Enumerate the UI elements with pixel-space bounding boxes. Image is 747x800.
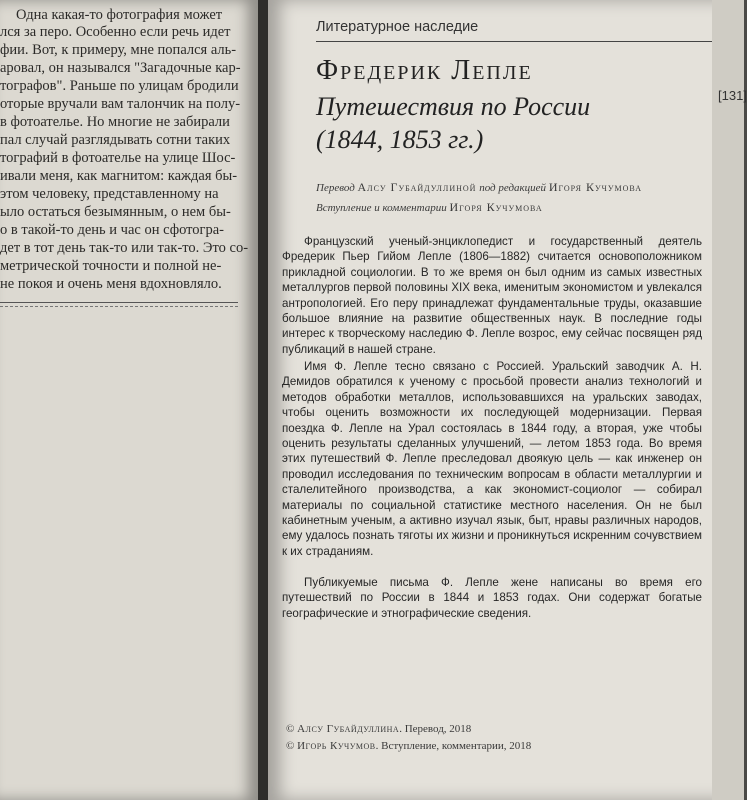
- copyright-name: Игорь Кучумов: [297, 740, 376, 752]
- copyright-text: . Вступление, комментарии, 2018: [375, 740, 532, 752]
- left-line: о в такой-то день и час он сфотогра-: [0, 222, 225, 238]
- body-paragraph: Имя Ф. Лепле тесно связано с Россией. Уральский заводчик А. Н. Демидов обратился к ученому с просьбой провести анализ технологий и методов обработки металлов, использовавшихся на уральских заводах, чтобы оценить возможности их последующей модернизации. Первая поездка Ф. Лепле на Урал состоялась в 1844 году, а вторая, уже чтобы оценить результаты сделанных улучшений, — летом 1853 года. Во время этих путешествий Ф. Лепле преследовал двоякую цель — как инженер он проводил исследования по техническим вопросам в области металлургии и сталелитейного производства, а как экономист-социолог — собирал материалы по социальной статистике местного населения. Он не был кабинетным ученым, а активно изучал язык, быт, нравы различных народов, ему удалось познать тяготы их жизни и проникнуться искренним сочувствием к их страданиям.: [282, 360, 702, 558]
- credit-role: Перевод: [316, 182, 355, 194]
- left-page: [0, 0, 258, 800]
- section-rule-dashed: [0, 306, 238, 307]
- copyright-name: Алсу Губайдуллина: [297, 723, 400, 735]
- copyright-symbol: ©: [286, 740, 295, 752]
- article-title: [316, 90, 716, 156]
- body-paragraph: Публикуемые письма Ф. Лепле жене написаны во время его путешествий по России в 1844 и 1853 годах. Они содержат богатые географические и этнографические сведения.: [282, 576, 702, 620]
- left-line: аровал, он назывался "Загадочные кар-: [0, 60, 241, 76]
- left-line: ыло остаться безымянным, о нем бы-: [0, 204, 231, 220]
- left-line: не покоя и очень меня вдохновляло.: [0, 276, 222, 292]
- credit-role: Вступление и комментарии: [316, 202, 447, 214]
- right-page: [268, 0, 744, 800]
- left-line: тографий в фотоателье на улице Шос-: [0, 150, 236, 166]
- title-line: Путешествия по России: [316, 92, 591, 121]
- editor-name: Игоря Кучумова: [548, 180, 642, 194]
- credit-role: под редакцией: [479, 182, 547, 194]
- left-line: ивали меня, как магнитом: каждая бы-: [0, 168, 238, 184]
- book-gutter: [258, 0, 268, 800]
- left-line: дет в тот день так-то или так-то. Это со-: [0, 240, 249, 256]
- running-head-rule: [316, 41, 744, 42]
- intro-author-name: Игоря Кучумова: [449, 200, 543, 214]
- translation-credit: [316, 180, 642, 195]
- copyright-line: [286, 723, 471, 735]
- translator-name: Алсу Губайдуллиной: [357, 180, 477, 194]
- copyright-symbol: ©: [286, 723, 295, 735]
- section-rule: [0, 302, 238, 303]
- left-line: метрической точности и полной не-: [0, 258, 222, 274]
- copyright-text: . Перевод, 2018: [399, 723, 472, 735]
- left-line: Одна какая-то фотография может: [16, 7, 223, 23]
- left-line: тографов". Раньше по улицам бродили: [0, 78, 239, 94]
- left-line: оторые вручали вам талончик на полу-: [0, 96, 241, 112]
- title-subline: (1844, 1853 гг.): [316, 125, 484, 154]
- left-line: этом человеку, представленному на: [0, 186, 219, 202]
- body-paragraph: Французский ученый-энциклопедист и государственный деятель Фредерик Пьер Гийом Лепле (1806—1882) считается основоположником прикладной социологии. В то же время он был одним из самых известных металлургов первой половины XIX века, именитым экономистом и увлекался антропологией. Его перу принадлежат фундаментальные труды, оказавшие большое влияние на развитие общественных наук. В последние годы интерес к творческому наследию Ф. Лепле возрос, ему сейчас посвящен ряд публикаций в нашей стране.: [282, 235, 702, 356]
- page-number: [131]: [718, 88, 747, 103]
- running-head: Литературное наследие: [316, 19, 479, 35]
- copyright-line: [286, 740, 531, 752]
- article-author: Фредерик Лепле: [316, 55, 533, 86]
- left-line: фии. Вот, к примеру, мне попался аль-: [0, 42, 237, 58]
- left-line: пал случай разглядывать сотни таких: [0, 132, 231, 148]
- left-line: лся за перо. Особенно если речь идет: [0, 24, 231, 40]
- left-line: в фотоателье. Но многие не забирали: [0, 114, 230, 130]
- intro-credit: [316, 200, 543, 215]
- next-page-edge: [712, 0, 744, 800]
